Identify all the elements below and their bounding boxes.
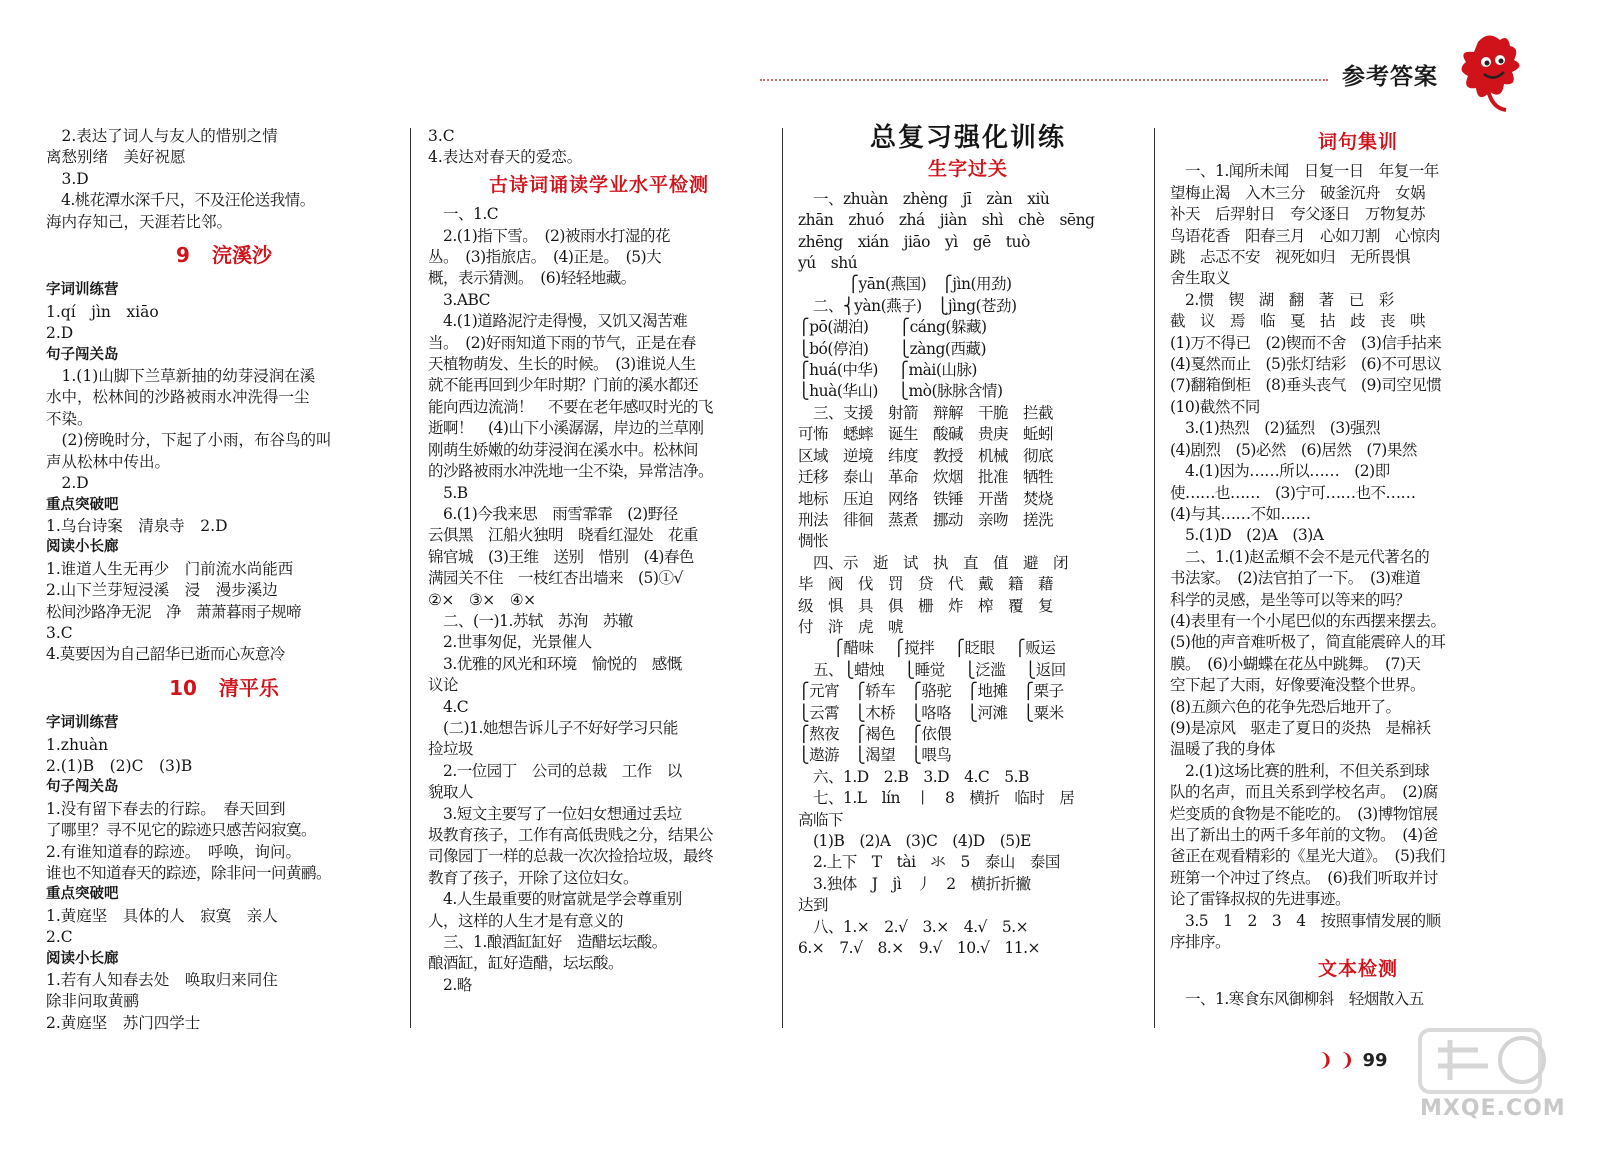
header-title: 参考答案 <box>1342 64 1438 90</box>
answer-line: 不染。 <box>46 409 93 428</box>
answer-line: 七、1.L lín 丨 8 横折 临时 居 <box>798 789 1075 808</box>
answer-line: 论了雷锋叔叔的先进事迹。 <box>1170 890 1351 909</box>
answer-line: 2.一位园丁 公司的总裁 工作 以 <box>428 761 682 780</box>
answer-line: 满园关不住 一枝红杏出墙来 (5)①√ <box>428 569 683 588</box>
answer-line: (4)戛然而止 (5)张灯结彩 (6)不可思议 <box>1170 355 1442 374</box>
answer-line: 3.D <box>46 169 89 188</box>
answer-line: 3.C <box>46 623 73 642</box>
answer-line: 3.短文主要写了一位妇女想通过丢垃 <box>428 804 682 823</box>
answer-line: 六、1.D 2.B 3.D 4.C 5.B <box>798 767 1029 786</box>
answer-line: 一、1.C <box>428 205 499 224</box>
page-number: 99 <box>1362 1050 1388 1071</box>
column-3 <box>798 123 1138 959</box>
header-rule <box>760 79 1328 81</box>
answer-line: 爸正在观看精彩的《星光大道》。 (5)我们 <box>1170 847 1445 866</box>
answer-line: 一、zhuàn zhèng jī zàn xiù <box>798 189 1050 208</box>
lesson-title: 清平乐 <box>218 675 279 700</box>
page-title: 总复习强化训练 <box>869 123 1066 153</box>
answer-line: 一、1.闻所未闻 日复一日 年复一年 <box>1170 162 1439 181</box>
answer-line: 6.× 7.√ 8.× 9.√ 10.√ 11.× <box>798 939 1041 958</box>
answer-line: 1.若有人知春去处 唤取归来同住 <box>46 971 278 990</box>
answer-line: 3.5 1 2 3 4 按照事情发展的顺 <box>1170 911 1441 930</box>
answer-line: 温暖了我的身体 <box>1170 740 1276 759</box>
answer-line: 二、(一)1.苏轼 苏洵 苏辙 <box>428 611 633 630</box>
answer-line: (9)是凉风 驱走了夏日的炎热 是棉袄 <box>1170 718 1431 737</box>
answer-line: 3.ABC <box>428 290 491 309</box>
answer-line: 三、支援 射箭 辩解 干脆 拦截 <box>798 403 1054 422</box>
answer-line: ②× ③× ④× <box>428 590 536 609</box>
answer-line: 惆怅 <box>798 532 829 551</box>
answer-line: 水中，松林间的沙路被雨水冲洗得一尘 <box>46 388 310 407</box>
answer-line: ⎧熬夜 ⎧褐色 ⎧依偎 <box>798 724 952 743</box>
answer-line: 八、1.× 2.√ 3.× 4.√ 5.× <box>798 917 1029 936</box>
answer-line: 迁移 泰山 革命 炊烟 批准 牺牲 <box>798 468 1054 487</box>
answer-line: 高临下 <box>798 810 844 829</box>
mascot-logo-icon <box>1448 30 1534 116</box>
answer-line: 二、⎨yàn(燕子) ⎩jìng(苍劲) <box>798 296 1017 315</box>
answer-line: 4.桃花潭水深千尺，不及汪伦送我情。 <box>46 191 315 210</box>
column-divider <box>782 128 783 1028</box>
answer-line: 2.表达了词人与友人的惜别之情 <box>46 127 278 145</box>
answer-line: (二)1.她想告诉儿子不好好学习只能 <box>428 718 678 737</box>
subsection-heading: 句子闯关岛 <box>46 779 119 796</box>
answer-line: 毕 阀 伐 罚 贷 代 戴 籍 藉 <box>798 575 1054 594</box>
lesson-title: 浣溪沙 <box>211 243 272 268</box>
answer-line: 6.(1)今我来思 雨雪霏霏 (2)野径 <box>428 504 678 523</box>
answer-line: 4.C <box>428 697 469 716</box>
answer-line: 谁也不知道春天的踪迹，除非问一问黄鹂。 <box>46 864 332 882</box>
answer-line: 2.(1)这场比赛的胜利，不但关系到球 <box>1170 761 1430 780</box>
answer-line: 3.优雅的风光和环境 愉悦的 感慨 <box>428 654 682 673</box>
answer-line: 的沙路被雨水冲洗地一尘不染，异常洁净。 <box>428 462 714 481</box>
answer-line: 1.黄庭坚 具体的人 寂寞 亲人 <box>46 906 278 925</box>
answer-line: zhān zhuó zhá jiàn shì chè sēng <box>798 211 1095 230</box>
answer-line: 可怖 蟋蟀 诞生 酸碱 贵庚 蚯蚓 <box>798 425 1054 444</box>
answer-line: 使……也…… (3)宁可……也不…… <box>1170 483 1416 502</box>
answer-line: 4.表达对春天的爱恋。 <box>428 148 583 167</box>
answer-line: 一、1.寒食东风御柳斜 轻烟散入五 <box>1170 989 1424 1008</box>
lesson-number: 9 <box>176 243 190 268</box>
answer-line: 5.(1)D (2)A (3)A <box>1170 526 1324 545</box>
answer-line: 二、1.(1)赵孟頫不会不是元代著名的 <box>1170 547 1430 566</box>
answer-line: 地标 压迫 网络 铁锤 开凿 焚烧 <box>798 489 1054 508</box>
subsection-heading: 重点突破吧 <box>46 886 119 903</box>
answer-line: 离愁别绪 美好祝愿 <box>46 148 186 167</box>
answer-line: 科学的灵感，是坐等可以等来的吗？ <box>1170 590 1411 609</box>
answer-line: 1.乌台诗案 清泉寺 2.D <box>46 516 228 535</box>
answer-line: 酿酒缸，缸好造醋，坛坛酸。 <box>428 954 624 973</box>
answer-line: 1.zhuàn <box>46 735 109 754</box>
answer-line: 三、1.酿酒缸缸好 造醋坛坛酸。 <box>428 933 667 952</box>
answer-line: 刑法 徘徊 蒸煮 挪动 亲吻 搓洗 <box>798 510 1054 529</box>
answer-line: (4)表里有一个小尾巴似的东西摆来摆去。 <box>1170 611 1446 630</box>
answer-line: 当。 (2)好雨知道下雨的节气，正是在春 <box>428 333 696 352</box>
answer-line: (7)翻箱倒柜 (8)垂头丧气 (9)司空见惯 <box>1170 376 1442 395</box>
answer-line: ⎧元宵 ⎧轿车 ⎧骆驼 ⎧地摊 ⎧栗子 <box>798 682 1064 701</box>
answer-line: ⎧huá(中华) ⎧mài(山脉) <box>798 361 977 380</box>
section-title: 生字过关 <box>927 158 1008 181</box>
answer-line: 付 浒 虎 唬 <box>798 617 904 636</box>
answer-line: ⎩遨游 ⎩渴望 ⎩喂鸟 <box>798 746 952 765</box>
answer-line: 级 惧 具 俱 栅 炸 榨 覆 复 <box>798 596 1054 615</box>
answer-line: 声从松林中传出。 <box>46 452 171 471</box>
answers-block <box>46 126 402 233</box>
answer-line: 2.上下 T tài 氺 5 泰山 泰国 <box>798 853 1060 872</box>
answer-line: 貌取人 <box>428 783 474 802</box>
answer-line: ⎧醋味 ⎧搅拌 ⎧眨眼 ⎧贩运 <box>798 639 1056 658</box>
answer-line: 概，表示猜测。 (6)轻轻地藏。 <box>428 269 636 288</box>
answer-line: zhēng xián jiāo yì gē tuò <box>798 232 1030 251</box>
answer-line: 人，这样的人生才是有意义的 <box>428 911 624 930</box>
answer-line: ⎧yān(燕国) ⎧jìn(用劲) <box>798 275 1012 294</box>
answer-line: 圾教育孩子，工作有高低贵贱之分，结果公 <box>428 826 714 844</box>
moon-decoration-icon: ❩ ❩ <box>1318 1050 1355 1071</box>
answer-line: 空下起了大雨，好像要淹没整个世界。 <box>1170 676 1426 695</box>
answer-line: 队的名声，而且关系到学校名声。 (2)腐 <box>1170 783 1438 802</box>
answer-line: 教育了孩子，开除了这位妇女。 <box>428 868 639 887</box>
lesson-heading-9 <box>46 245 402 266</box>
answers-list <box>428 204 770 996</box>
answer-line: 了哪里？寻不见它的踪迹只感苦闷寂寞。 <box>46 821 317 840</box>
answer-line: 出了新出土的两千多年前的文物。 (4)爸 <box>1170 826 1438 844</box>
answer-line: 5.B <box>428 483 468 502</box>
column-2 <box>428 126 770 996</box>
answer-line: 序排序。 <box>1170 933 1231 952</box>
answer-line: 能向西边流淌！ 不要在老年感叹时光的飞 <box>428 397 714 416</box>
answer-line: 4.(1)道路泥泞走得慢，又饥又渴苦难 <box>428 312 688 331</box>
answer-line: ⎩huà(华山) ⎩mò(脉脉含情) <box>798 382 1003 401</box>
answer-line: 2.(1)B (2)C (3)B <box>46 756 193 775</box>
lesson-number: 10 <box>169 675 197 700</box>
answers-list <box>1170 161 1546 953</box>
answer-line: 2.D <box>46 474 89 493</box>
answer-line: 司像园丁一样的总裁一次次捡拾垃圾，最终 <box>428 847 714 866</box>
answer-line: 2.世事匆促，光景催人 <box>428 633 592 652</box>
answer-line: 云俱黑 江船火独明 晓看红湿处 花重 <box>428 526 699 545</box>
lesson-heading-10 <box>46 675 402 700</box>
answer-line: 五、⎩蜡烛 ⎩睡觉 ⎩泛滥 ⎩返回 <box>798 660 1066 679</box>
answer-line: (4)剧烈 (5)必然 (6)居然 (7)果然 <box>1170 440 1417 459</box>
answer-line: (4)与其……不如…… <box>1170 504 1311 523</box>
answer-line: 鸟语花香 阳春三月 心如刀割 心惊肉 <box>1170 226 1441 245</box>
answer-line: 区域 逆境 纬度 教授 机械 彻底 <box>798 446 1054 465</box>
answer-line: 松间沙路净无泥 净 萧萧暮雨子规啼 <box>46 602 302 621</box>
answer-line: 2.略 <box>428 975 472 994</box>
answer-line: 议论 <box>428 676 459 695</box>
answer-line: 3.独体 J jì 丿 2 横折折撇 <box>798 874 1031 893</box>
subsection-heading: 字词训练营 <box>46 715 119 732</box>
page-footer <box>1318 1050 1388 1071</box>
answers-list <box>798 189 1138 960</box>
answer-line: ⎩云霄 ⎩木桥 ⎩咯咯 ⎩河滩 ⎩粟米 <box>798 703 1064 722</box>
answer-line: 班第一个冲过了终点。 (6)我们听取并讨 <box>1170 868 1438 887</box>
answer-line: (5)他的声音难听极了，简直能震碎人的耳 <box>1170 633 1446 652</box>
answer-line: 截 议 焉 临 戛 拈 歧 丧 哄 <box>1170 312 1426 331</box>
answer-line: 2.(1)指下雪。 (2)被雨水打湿的花 <box>428 226 670 245</box>
answer-line: 2.D <box>46 324 74 343</box>
answer-line: 1.qí jìn xiāo <box>46 302 159 321</box>
answer-line: 天植物萌发、生长的时候。 (3)谁说人生 <box>428 355 696 374</box>
answer-line: 1.(1)山脚下兰草新抽的幼芽浸润在溪 <box>46 367 316 386</box>
answer-line: (10)截然不同 <box>1170 397 1260 416</box>
answer-line: (1)B (2)A (3)C (4)D (5)E <box>798 832 1031 850</box>
answer-line: 海内存知己，天涯若比邻。 <box>46 212 233 231</box>
answer-line: 补天 后羿射日 夸父逐日 万物复苏 <box>1170 205 1426 224</box>
answer-line: (1)万不得已 (2)锲而不舍 (3)信手拈来 <box>1170 333 1442 352</box>
answer-line: ⎧pō(湖泊) ⎧cáng(躲藏) <box>798 318 987 337</box>
answer-line: 就不能再回到少年时期？门前的溪水都还 <box>428 376 699 395</box>
answer-line: 四、示 逝 试 执 直 值 避 闭 <box>798 553 1069 572</box>
section-title: 词句集训 <box>1317 131 1398 153</box>
answer-line: 2.山下兰芽短浸溪 浸 漫步溪边 <box>46 581 278 600</box>
answer-line: 达到 <box>798 896 829 915</box>
answer-line: 逝啊！ (4)山下小溪潺潺，岸边的兰草刚 <box>428 419 704 438</box>
answer-line: 1.没有留下春去的行踪。 春天回到 <box>46 799 286 818</box>
answer-line: 丛。 (3)指旅店。 (4)正是。 (5)大 <box>428 248 662 267</box>
answer-line: 4.(1)因为……所以…… (2)即 <box>1170 462 1390 481</box>
answer-line: 4.莫要因为自己韶华已逝而心灰意冷 <box>46 645 285 664</box>
answer-line: 烂变质的食物是不能吃的。 (3)博物馆展 <box>1170 804 1438 823</box>
answer-line: 望梅止渴 入木三分 破釜沉舟 女娲 <box>1170 183 1426 202</box>
answer-line: yú shú <box>798 254 858 273</box>
column-divider <box>410 128 411 1028</box>
section-title: 文本检测 <box>1317 958 1398 981</box>
answer-line: 2.有谁知道春的踪迹。 呼唤，询问。 <box>46 842 302 861</box>
subsection-heading: 句子闯关岛 <box>46 346 119 363</box>
answer-line: 书法家。 (2)法官拍了一下。 (3)难道 <box>1170 569 1421 588</box>
section-title: 古诗词诵读学业水平检测 <box>488 173 709 196</box>
subsection-heading: 重点突破吧 <box>46 496 119 513</box>
answer-line: 3.C <box>428 127 455 145</box>
answer-line: 除非问取黄鹂 <box>46 992 140 1011</box>
answer-line: 3.(1)热烈 (2)猛烈 (3)强烈 <box>1170 419 1381 438</box>
answer-line: (8)五颜六色的花争先恐后地开了。 <box>1170 697 1401 716</box>
answer-line: 2.C <box>46 928 73 947</box>
answer-line: 刚萌生娇嫩的幼芽浸润在溪水中。松林间 <box>428 440 699 459</box>
answer-line: ⎩bó(停泊) ⎩zàng(西藏) <box>798 339 987 358</box>
answer-line: 舍生取义 <box>1170 269 1231 288</box>
subsection-heading: 阅读小长廊 <box>46 539 119 556</box>
column-1 <box>46 126 402 1034</box>
subsection-heading: 阅读小长廊 <box>46 950 119 967</box>
answer-line: 4.人生最重要的财富就是学会尊重别 <box>428 890 682 909</box>
answer-line: 2.惯 锲 湖 翻 著 已 彩 <box>1170 290 1394 309</box>
column-divider <box>1154 128 1155 1028</box>
watermark-text: MXQE.COM <box>1420 1096 1566 1121</box>
subsection-heading: 字词训练营 <box>46 282 119 299</box>
answer-line: 2.黄庭坚 苏门四学士 <box>46 1013 201 1032</box>
column-4 <box>1170 126 1546 1010</box>
answer-line: 锦官城 (3)王维 送别 惜别 (4)春色 <box>428 547 694 566</box>
answer-line: (2)傍晚时分，下起了小雨，布谷鸟的叫 <box>46 431 332 450</box>
answer-line: 1.谁道人生无再少 门前流水尚能西 <box>46 559 294 578</box>
answer-line: 跳 忐忑不安 视死如归 无所畏惧 <box>1170 248 1411 267</box>
answer-line: 捡垃圾 <box>428 740 474 759</box>
answer-line: 膜。 (6)小蝴蝶在花丛中跳舞。 (7)天 <box>1170 654 1421 673</box>
